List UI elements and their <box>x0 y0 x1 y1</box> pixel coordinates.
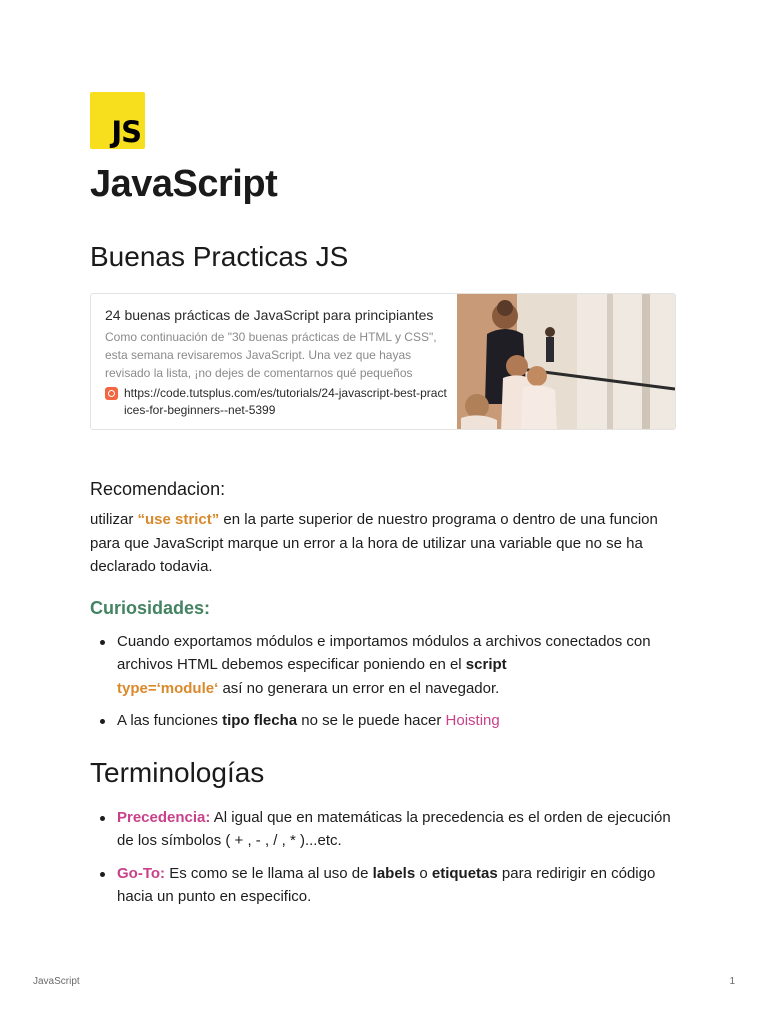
item-text: así no generara un error en el navegador. <box>218 679 500 697</box>
bookmark-text <box>91 294 457 429</box>
page-title: JavaScript <box>90 163 278 205</box>
item-text: Al igual que en matemáticas la precedencia es el orden de ejecución de los símbolos ( + , - , / , * )...etc. <box>117 808 671 849</box>
hoisting-highlight: Hoisting <box>445 712 500 729</box>
script-bold: script <box>465 656 507 673</box>
use-strict-highlight: “use strict” <box>137 511 220 528</box>
terminologias-heading: Terminologías <box>90 756 265 788</box>
curiosidades-list <box>90 630 678 733</box>
tipo-flecha-bold: tipo flecha <box>222 712 298 729</box>
item-text: para redirigir en código hacia un punto en especifico. <box>117 864 656 905</box>
footer-document-title: JavaScript <box>33 976 80 987</box>
bookmark-url-row <box>105 385 447 419</box>
bookmark-title: 24 buenas prácticas de JavaScript para principiantes <box>105 307 434 323</box>
bookmark-thumbnail-image <box>457 294 675 430</box>
item-text: Es como se le llama al uso de <box>165 864 373 882</box>
etiquetas-bold: etiquetas <box>431 864 498 882</box>
recomendacion-text-pre: utilizar <box>90 511 138 528</box>
item-text: A las funciones <box>117 712 223 729</box>
logo-text: JS <box>111 115 141 149</box>
type-module-highlight: type=‘module‘ <box>117 679 219 697</box>
recomendacion-text-post: en la parte superior de nuestro programa o dentro de una funcion para que JavaScript marque un error a la hora de utilizar una variable que no se ha declarado todavia. <box>90 511 658 575</box>
javascript-logo-icon <box>90 92 145 149</box>
bookmark-url[interactable]: https://code.tutsplus.com/es/tutorials/24-javascript-best-practices-for-beginners--net-5399 <box>124 386 447 417</box>
recomendacion-heading: Recomendacion: <box>90 479 226 499</box>
bookmark-card[interactable] <box>90 293 676 430</box>
item-text: no se le puede hacer <box>297 712 446 729</box>
list-item <box>117 862 678 909</box>
list-item <box>117 709 678 733</box>
footer-page-number: 1 <box>729 976 735 987</box>
ballet-photo-illustration <box>457 294 675 430</box>
curiosidades-heading: Curiosidades: <box>90 597 211 618</box>
terminologias-list <box>90 806 678 909</box>
list-item <box>117 806 678 853</box>
tutsplus-favicon-icon <box>105 387 118 400</box>
section-heading-buenas-practicas: Buenas Practicas JS <box>90 241 349 272</box>
page-content <box>90 92 678 918</box>
precedencia-term: Precedencia: <box>117 808 211 826</box>
bookmark-description: Como continuación de "30 buenas prácticas de HTML y CSS", esta semana revisaremos JavaScript. Una vez que hayas revisado la lista, ¡no dejes de comentarnos qué pequeños <box>105 330 437 380</box>
item-text: o <box>415 864 432 882</box>
recomendacion-paragraph <box>90 508 678 579</box>
item-text: Cuando exportamos módulos e importamos módulos a archivos conectados con archivos HTML debemos especificar poniendo en el <box>117 632 651 673</box>
labels-bold: labels <box>372 864 416 882</box>
goto-term: Go-To: <box>117 864 166 882</box>
list-item <box>117 630 678 701</box>
